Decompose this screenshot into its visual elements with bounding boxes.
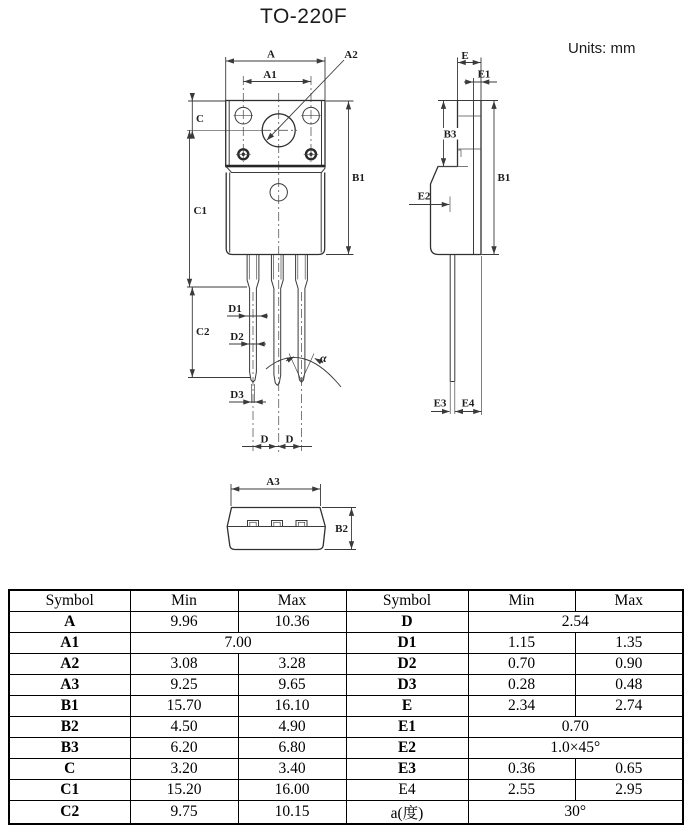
- table-cell: 9.65: [238, 675, 346, 696]
- table-cell: 4.90: [238, 717, 346, 738]
- table-cell: 0.70: [468, 717, 683, 738]
- header-min-left: Min: [130, 590, 238, 612]
- table-cell: C: [9, 759, 130, 780]
- table-cell: 2.95: [575, 780, 683, 801]
- table-row: [9, 696, 683, 717]
- dim-label-E4: E4: [461, 397, 475, 410]
- header-max-left: Max: [238, 590, 346, 612]
- table-cell: 16.00: [238, 780, 346, 801]
- table-cell: 0.28: [468, 675, 575, 696]
- table-cell: 9.96: [130, 612, 238, 633]
- table-cell: A3: [9, 675, 130, 696]
- table-cell: B1: [9, 696, 130, 717]
- dim-label-D-left: D: [260, 433, 269, 446]
- body-outline: [226, 173, 325, 255]
- table-cell: 2.74: [575, 696, 683, 717]
- dim-label-D1: D1: [228, 303, 242, 315]
- table-cell: 0.48: [575, 675, 683, 696]
- table-row: [9, 612, 683, 633]
- bottom-body-outline: [227, 508, 325, 550]
- dim-label-E: E: [461, 50, 469, 62]
- dim-label-D-right: D: [285, 433, 294, 446]
- side-view: [409, 50, 510, 415]
- dim-label-A1: A1: [263, 69, 277, 81]
- header-symbol-left: Symbol: [9, 590, 130, 612]
- dim-label-E3: E3: [433, 397, 447, 410]
- dim-label-C2: C2: [196, 326, 210, 338]
- dim-label-D3: D3: [230, 389, 244, 401]
- table-row: [9, 654, 683, 675]
- dim-label-B1-front: B1: [352, 172, 365, 184]
- table-row: [9, 675, 683, 696]
- dim-label-E2: E2: [417, 190, 431, 203]
- table-cell: 0.65: [575, 759, 683, 780]
- table-cell: 2.54: [468, 612, 683, 633]
- table-cell: 7.00: [130, 633, 346, 654]
- header-symbol-right: Symbol: [346, 590, 468, 612]
- bottom-view: [227, 476, 356, 550]
- table-cell: 16.10: [238, 696, 346, 717]
- table-cell: D3: [346, 675, 468, 696]
- table-cell: E3: [346, 759, 468, 780]
- table-cell: 1.35: [575, 633, 683, 654]
- page-title: TO-220F: [260, 5, 348, 28]
- table-cell: E1: [346, 717, 468, 738]
- dim-label-B2: B2: [335, 523, 348, 535]
- dimensions-table: [8, 589, 684, 825]
- table-header-row: [9, 590, 683, 612]
- table-row: [9, 780, 683, 801]
- dim-label-E1: E1: [477, 68, 491, 81]
- table-cell: 3.40: [238, 759, 346, 780]
- table-cell: D1: [346, 633, 468, 654]
- table-cell: 1.15: [468, 633, 575, 654]
- table-cell: E4: [346, 780, 468, 801]
- tab-outline: [226, 101, 325, 167]
- table-cell: A: [9, 612, 130, 633]
- table-cell: D: [346, 612, 468, 633]
- table-cell: 6.20: [130, 738, 238, 759]
- table-cell: 3.20: [130, 759, 238, 780]
- dim-label-B1-side: B1: [497, 172, 511, 184]
- table-cell: a(度): [346, 801, 468, 825]
- lead-cross-sections: [248, 521, 308, 527]
- front-view: [187, 49, 365, 453]
- table-row: [9, 801, 683, 825]
- table-cell: 10.15: [238, 801, 346, 825]
- table-cell: E2: [346, 738, 468, 759]
- table-cell: C1: [9, 780, 130, 801]
- table-cell: E: [346, 696, 468, 717]
- table-row: [9, 633, 683, 654]
- units-label: Units: mm: [568, 40, 636, 57]
- table-row: [9, 717, 683, 738]
- table-cell: C2: [9, 801, 130, 825]
- table-cell: D2: [346, 654, 468, 675]
- table-cell: 9.25: [130, 675, 238, 696]
- table-cell: A1: [9, 633, 130, 654]
- table-cell: A2: [9, 654, 130, 675]
- table-cell: 30°: [468, 801, 683, 825]
- dim-label-B3: B3: [443, 128, 457, 141]
- lead-center: [271, 255, 283, 385]
- table-cell: 3.28: [238, 654, 346, 675]
- header-min-right: Min: [468, 590, 575, 612]
- table-cell: 1.0×45°: [468, 738, 683, 759]
- table-cell: 15.70: [130, 696, 238, 717]
- table-cell: 6.80: [238, 738, 346, 759]
- table-cell: 0.36: [468, 759, 575, 780]
- table-cell: 0.90: [575, 654, 683, 675]
- table-cell: 4.50: [130, 717, 238, 738]
- dim-label-D2: D2: [230, 331, 244, 343]
- table-cell: 2.55: [468, 780, 575, 801]
- dim-label-A: A: [267, 48, 275, 61]
- table-cell: 0.70: [468, 654, 575, 675]
- table-row: [9, 738, 683, 759]
- table-cell: B2: [9, 717, 130, 738]
- dim-label-A3: A3: [266, 476, 280, 488]
- table-cell: 10.36: [238, 612, 346, 633]
- table-row: [9, 759, 683, 780]
- dim-label-alpha: α: [320, 351, 327, 365]
- table-cell: B3: [9, 738, 130, 759]
- dimensions-table-body: [9, 612, 683, 825]
- table-cell: 3.08: [130, 654, 238, 675]
- dim-label-C: C: [196, 113, 204, 125]
- header-max-right: Max: [575, 590, 683, 612]
- table-cell: 15.20: [130, 780, 238, 801]
- table-cell: 2.34: [468, 696, 575, 717]
- dim-label-A2: A2: [344, 49, 358, 61]
- table-cell: 9.75: [130, 801, 238, 825]
- dim-label-C1: C1: [193, 205, 207, 217]
